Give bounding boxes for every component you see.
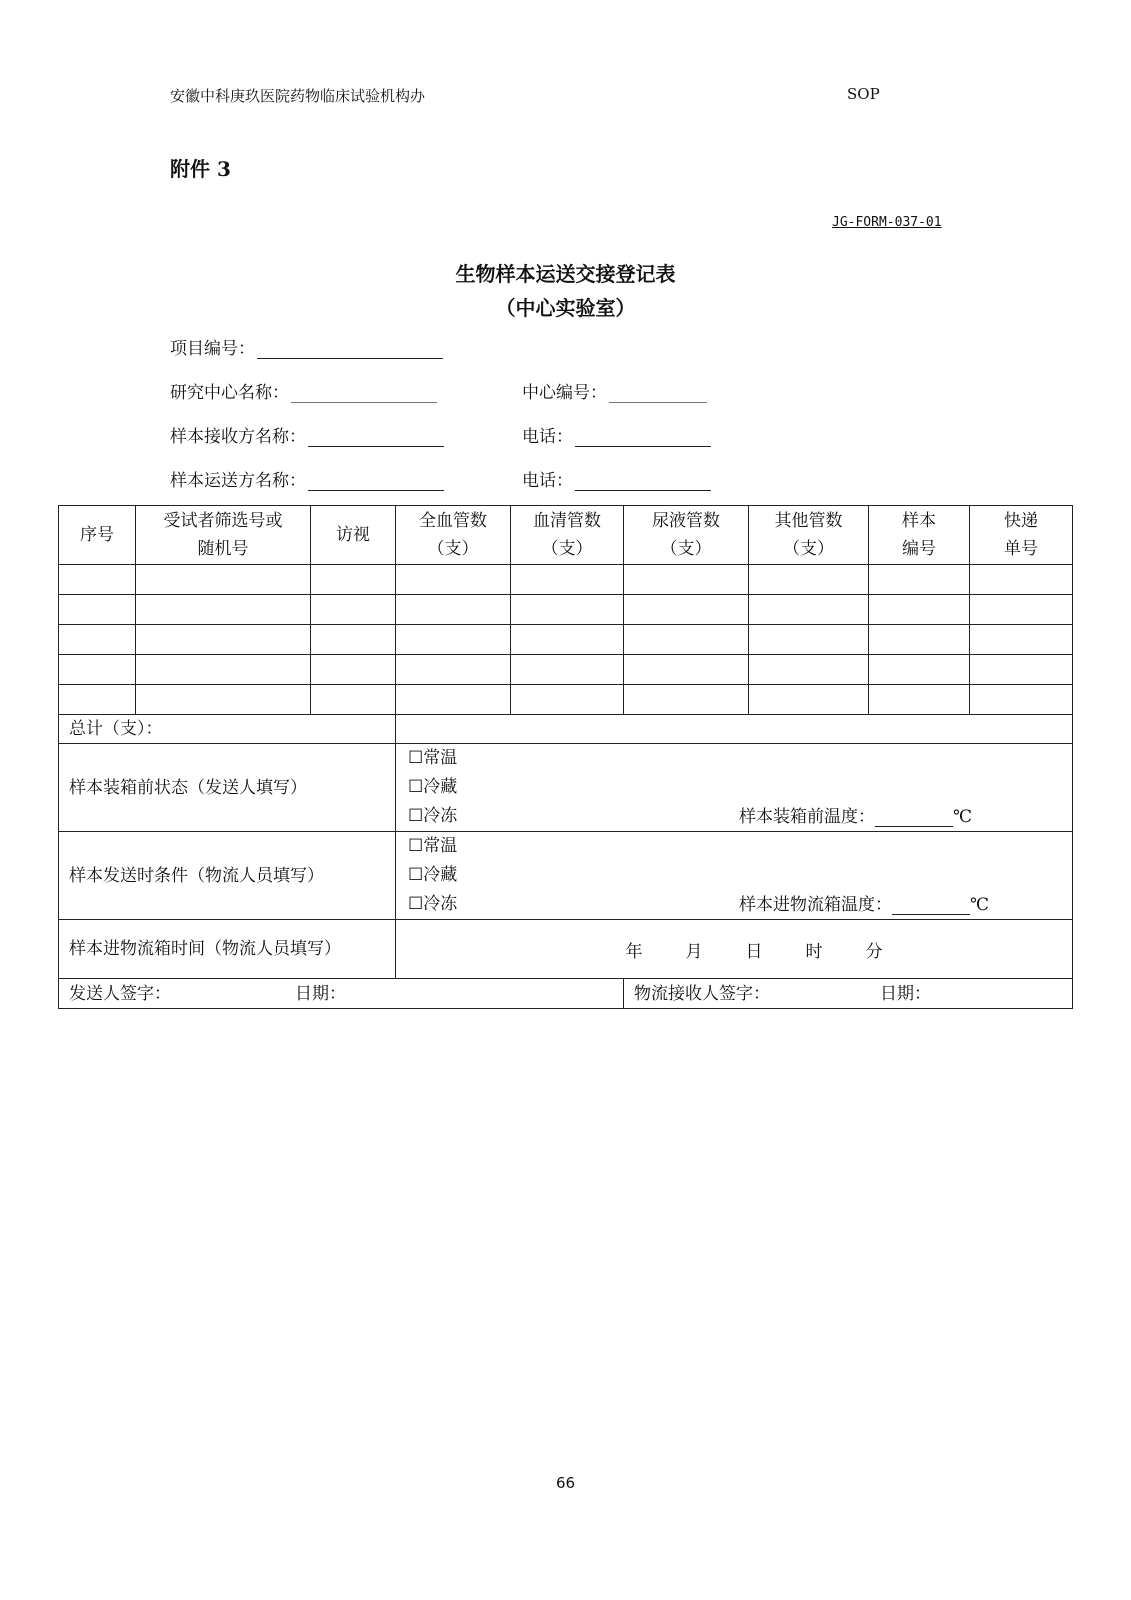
sender-name-field[interactable] [170, 466, 444, 491]
time-unit-day: 日 [745, 941, 763, 962]
packing-temp-unit: ℃ [953, 807, 973, 827]
center-name-blank[interactable] [291, 382, 437, 403]
packing-temp-field[interactable] [739, 802, 972, 827]
project-number-blank[interactable] [257, 338, 443, 359]
sender-signature-cell[interactable] [59, 979, 624, 1009]
shipping-option-frozen[interactable]: ☐冷冻 [408, 894, 458, 914]
packing-state-label: 样本装箱前状态（发送人填写） [59, 744, 396, 832]
col-header-serum: 血清管数 （支） [511, 506, 624, 565]
shipping-temp-field[interactable] [739, 890, 989, 915]
sample-handover-table [58, 505, 1073, 1009]
center-name-field[interactable] [170, 378, 437, 403]
project-number-label: 项目编号： [170, 339, 255, 359]
col-header-urine: 尿液管数 （支） [624, 506, 749, 565]
time-unit-hour: 时 [805, 941, 823, 962]
packing-state-row [59, 744, 1073, 832]
time-unit-month: 月 [685, 941, 703, 962]
total-label: 总计（支）： [59, 715, 396, 744]
shipping-option-refrigerated[interactable]: ☐冷藏 [408, 865, 458, 885]
total-value-cell[interactable] [396, 715, 1073, 744]
sender-signature-label: 发送人签字： [69, 983, 171, 1004]
shipping-condition-label: 样本发送时条件（物流人员填写） [59, 832, 396, 920]
shipping-temp-label: 样本进物流箱温度： [739, 895, 892, 915]
header-doc-code: SOP [847, 85, 880, 103]
sender-name-label: 样本运送方名称： [170, 471, 306, 491]
sender-name-blank[interactable] [308, 470, 444, 491]
signature-row [59, 979, 1073, 1009]
table-row[interactable] [59, 595, 1073, 625]
time-unit-minute: 分 [865, 941, 883, 962]
table-row[interactable] [59, 565, 1073, 595]
packing-state-options [396, 744, 1073, 832]
receiver-name-label: 样本接收方名称： [170, 427, 306, 447]
receiver-phone-field[interactable] [522, 422, 711, 447]
time-unit-year: 年 [625, 941, 643, 962]
col-header-subject-id: 受试者筛选号或 随机号 [136, 506, 311, 565]
shipping-option-room-temp[interactable]: ☐常温 [408, 836, 458, 856]
logistics-signature-cell[interactable] [624, 979, 1073, 1009]
total-row [59, 715, 1073, 744]
shipping-temp-blank[interactable] [892, 894, 970, 915]
page-number: 66 [555, 1474, 576, 1492]
center-number-blank[interactable] [609, 382, 707, 403]
col-header-visit: 访视 [311, 506, 396, 565]
center-number-field[interactable] [522, 378, 707, 403]
table-header-row [59, 506, 1073, 565]
sender-phone-field[interactable] [522, 466, 711, 491]
form-code: JG-FORM-037-01 [832, 215, 942, 230]
logistics-signature-label: 物流接收人签字： [634, 983, 770, 1004]
table-row[interactable] [59, 655, 1073, 685]
receiver-phone-blank[interactable] [575, 426, 711, 447]
shipping-condition-options [396, 832, 1073, 920]
receiver-phone-label: 电话： [522, 427, 573, 447]
table-row[interactable] [59, 685, 1073, 715]
col-header-whole-blood: 全血管数 （支） [396, 506, 511, 565]
logistics-time-label: 样本进物流箱时间（物流人员填写） [59, 920, 396, 979]
center-number-label: 中心编号： [522, 383, 607, 403]
packing-option-refrigerated[interactable]: ☐冷藏 [408, 777, 458, 797]
shipping-condition-row [59, 832, 1073, 920]
col-header-seq: 序号 [59, 506, 136, 565]
logistics-time-value[interactable] [396, 920, 1073, 979]
receiver-name-field[interactable] [170, 422, 444, 447]
packing-option-frozen[interactable]: ☐冷冻 [408, 806, 458, 826]
form-title: 生物样本运送交接登记表 [455, 262, 676, 286]
packing-temp-label: 样本装箱前温度： [739, 807, 875, 827]
project-number-field[interactable] [170, 334, 443, 359]
table-row[interactable] [59, 625, 1073, 655]
packing-temp-blank[interactable] [875, 806, 953, 827]
packing-option-room-temp[interactable]: ☐常温 [408, 748, 458, 768]
sender-phone-label: 电话： [522, 471, 573, 491]
receiver-name-blank[interactable] [308, 426, 444, 447]
sender-date-label: 日期： [295, 983, 346, 1004]
sender-phone-blank[interactable] [575, 470, 711, 491]
form-subtitle: （中心实验室） [495, 296, 636, 320]
col-header-sample-no: 样本 编号 [869, 506, 970, 565]
col-header-tracking-no: 快递 单号 [970, 506, 1073, 565]
center-name-label: 研究中心名称： [170, 383, 289, 403]
logistics-date-label: 日期： [880, 983, 931, 1004]
logistics-time-row [59, 920, 1073, 979]
header-organization: 安徽中科庚玖医院药物临床试验机构办 [170, 87, 426, 105]
col-header-other: 其他管数 （支） [749, 506, 869, 565]
attachment-label: 附件 3 [170, 157, 231, 181]
shipping-temp-unit: ℃ [970, 895, 990, 915]
